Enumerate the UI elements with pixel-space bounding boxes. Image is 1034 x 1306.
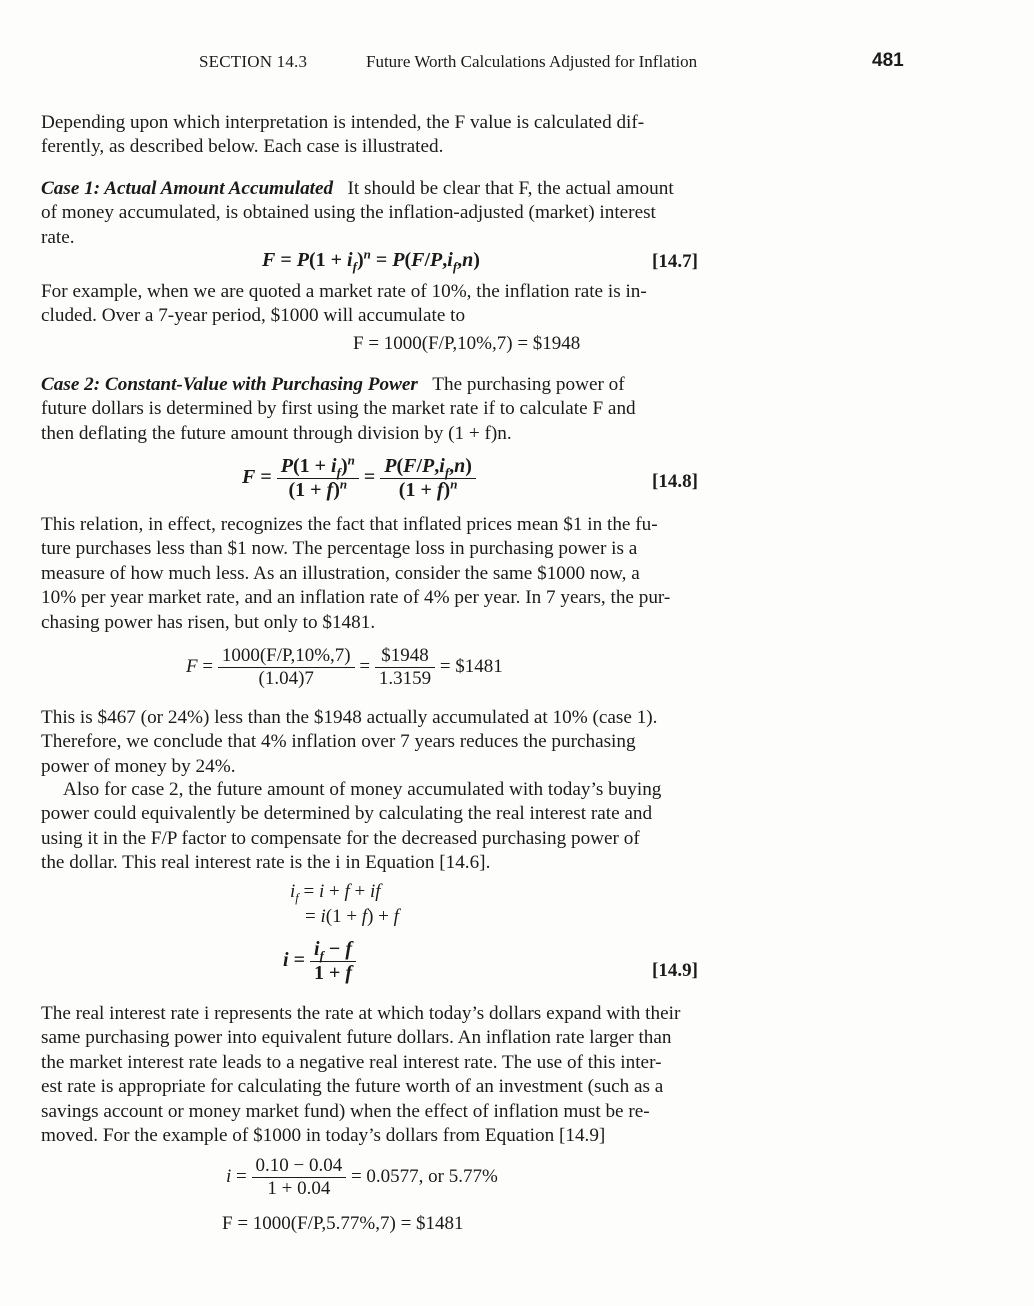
- equation-label-14-7: [14.7]: [652, 251, 698, 272]
- final-calculation: F = 1000(F/P,5.77%,7) = $1481: [222, 1213, 464, 1234]
- calc-denominator: 1.3159: [375, 667, 435, 690]
- equation-label-14-9: [14.9]: [652, 960, 698, 981]
- text-line: of money accumulated, is obtained using the inflation-adjusted (market) interest: [41, 202, 656, 224]
- text-line: measure of how much less. As an illustration, consider the same $1000 now, a: [41, 562, 640, 584]
- text-line: Therefore, we conclude that 4% inflation over 7 years reduces the purchasing: [41, 731, 636, 753]
- text-line: Also for case 2, the future amount of money accumulated with today’s buying: [63, 779, 662, 800]
- running-header-title: Future Worth Calculations Adjusted for Inflation: [366, 52, 698, 71]
- case1-heading: Case 1: Actual Amount Accumulated: [41, 178, 334, 199]
- text-line: The purchasing power of: [432, 374, 625, 395]
- text-line: future dollars is determined by first using the market rate if to calculate F and: [41, 398, 636, 420]
- text-line: The real interest rate i represents the rate at which today’s dollars expand with their: [41, 1003, 681, 1024]
- case2-body: [41, 513, 716, 635]
- case2-conclusion: [41, 706, 716, 779]
- text-line: This relation, in effect, recognizes the fact that inflated prices mean $1 in the fu-: [41, 514, 658, 535]
- case2-paragraph: [41, 373, 716, 446]
- calc-denominator: 1 + 0.04: [252, 1177, 347, 1200]
- text-line: power could equivalently be determined by calculating the real interest rate and: [41, 803, 653, 825]
- calc-numerator: $1948: [381, 645, 429, 666]
- equation-14-7: $F = P(1 + i_f)^n = P(F/P,i_f,n)$: [262, 246, 480, 274]
- case1-example: [41, 280, 716, 329]
- text-line: This is $467 (or 24%) less than the $1948 actually accumulated at 10% (case 1).: [41, 707, 658, 728]
- intro-paragraph: [41, 111, 716, 160]
- text-line: It should be clear that F, the actual amount: [347, 178, 674, 199]
- text-line: 10% per year market rate, and an inflation rate of 4% per year. In 7 years, the pur-: [41, 587, 671, 609]
- running-header-section: SECTION 14.3: [199, 52, 308, 71]
- real-rate-calculation: i = $\frac{0.10 - 0.04}{1 + 0.04}$ = 0.0577, or 5.77%: [226, 1155, 498, 1199]
- derivation-line-1: $i_f = i + f$ + if: [290, 881, 381, 905]
- text-line: cluded. Over a 7-year period, $1000 will accumulate to: [41, 305, 466, 327]
- equation-14-9: i = $\frac{i_f - f}{1 + f}$: [283, 938, 356, 985]
- text-line: ferently, as described below. Each case is illustrated.: [41, 136, 444, 158]
- case2-calculation: F = $\frac{1000(F/P,10\%,7)}{(1.04)7}$ = $\frac{\$1948}{1.3159}$ = $1481: [186, 645, 503, 689]
- text-line: the dollar. This real interest rate is the i in Equation [14.6].: [41, 852, 491, 874]
- page-number: 481: [872, 50, 904, 71]
- text-line: For example, when we are quoted a market rate of 10%, the inflation rate is in-: [41, 281, 647, 302]
- case2-real-rate-intro: [41, 778, 716, 876]
- calc-denominator: (1.04)7: [218, 667, 355, 690]
- text-line: same purchasing power into equivalent future dollars. An inflation rate larger than: [41, 1027, 672, 1049]
- calc-numerator: 0.10 − 0.04: [255, 1155, 343, 1176]
- text-line: chasing power has risen, but only to $1481.: [41, 611, 376, 633]
- calc-numerator: 1000(F/P,10%,7): [221, 645, 351, 666]
- text-line: est rate is appropriate for calculating the future worth of an investment (such as a: [41, 1076, 664, 1098]
- text-line: using it in the F/P factor to compensate for the decreased purchasing power of: [41, 827, 640, 849]
- text-line: the market interest rate leads to a negative real interest rate. The use of this inter-: [41, 1051, 662, 1073]
- text-line: moved. For the example of $1000 in today’s dollars from Equation [14.9]: [41, 1125, 606, 1147]
- equation-14-8: F = $\frac{P(1 + i_f)^n}{(1 + f)^n}$ = $\frac{P(F/P,i_f,n)}{(1 + f)^n}$: [242, 455, 476, 502]
- real-rate-paragraph: [41, 1002, 716, 1148]
- derivation-line-2: = i(1 + f) + f: [305, 906, 399, 927]
- text-line: savings account or money market fund) when the effect of inflation must be re-: [41, 1100, 650, 1122]
- text-line: ture purchases less than $1 now. The percentage loss in purchasing power is a: [41, 538, 638, 560]
- text-line: Depending upon which interpretation is intended, the F value is calculated dif-: [41, 112, 645, 133]
- calc-result: = $1481: [439, 655, 503, 677]
- text-line: rate.: [41, 226, 75, 248]
- calc-result: = 0.0577, or 5.77%: [350, 1165, 498, 1187]
- case2-heading: Case 2: Constant-Value with Purchasing Power: [41, 374, 418, 395]
- case1-paragraph: [41, 177, 716, 250]
- case1-calculation: F = 1000(F/P,10%,7) = $1948: [353, 333, 581, 354]
- text-line: then deflating the future amount through division by (1 + f)n.: [41, 422, 512, 444]
- text-line: power of money by 24%.: [41, 755, 236, 777]
- equation-label-14-8: [14.8]: [652, 471, 698, 492]
